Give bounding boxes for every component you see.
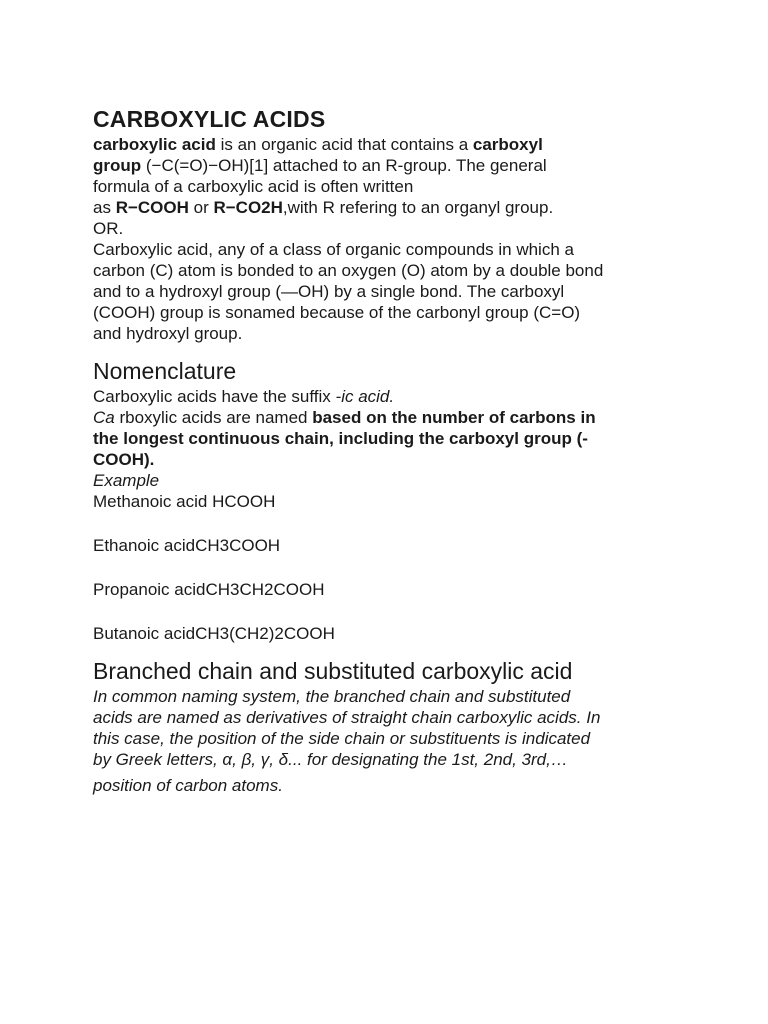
branched-line: by Greek letters, α, β, γ, δ... for designating the 1st, 2nd, 3rd,… bbox=[93, 750, 568, 769]
intro-line-4: as R−COOH or R−CO2H,with R refering to an organyl group. bbox=[93, 198, 554, 217]
spacer bbox=[93, 644, 693, 656]
page-title: CARBOXYLIC ACIDS bbox=[93, 106, 326, 132]
naming-rule-line: the longest continuous chain, including the carboxyl group (- bbox=[93, 429, 588, 448]
example-item: Butanoic acidCH3(CH2)2COOH bbox=[93, 624, 335, 643]
document-content bbox=[93, 104, 693, 796]
intro-line-2: group (−C(=O)−OH)[1] attached to an R-group. The general bbox=[93, 156, 547, 175]
spacer bbox=[93, 600, 693, 623]
definition-line: (COOH) group is sonamed because of the carbonyl group (C=O) bbox=[93, 303, 581, 322]
spacer bbox=[93, 344, 693, 356]
intro-line-1: carboxylic acid is an organic acid that contains a carboxyl bbox=[93, 135, 543, 154]
definition-line: and hydroxyl group. bbox=[93, 324, 243, 343]
branched-line: acids are named as derivatives of straight chain carboxylic acids. In bbox=[93, 708, 601, 727]
example-item: Propanoic acidCH3CH2COOH bbox=[93, 580, 325, 599]
nomenclature-section bbox=[93, 356, 693, 644]
spacer bbox=[93, 512, 693, 535]
branched-heading: Branched chain and substituted carboxylic acid bbox=[93, 658, 573, 684]
spacer bbox=[93, 556, 693, 579]
intro-line-3: formula of a carboxylic acid is often written bbox=[93, 177, 414, 196]
branched-section bbox=[93, 656, 693, 796]
suffix-line: Carboxylic acids have the suffix -ic acid. bbox=[93, 387, 395, 406]
branched-line: In common naming system, the branched chain and substituted bbox=[93, 687, 571, 706]
nomenclature-heading: Nomenclature bbox=[93, 358, 237, 384]
definition-line: carbon (C) atom is bonded to an oxygen (O) atom by a double bond bbox=[93, 261, 604, 280]
example-label: Example bbox=[93, 471, 160, 490]
intro-section bbox=[93, 134, 693, 344]
example-item: Methanoic acid HCOOH bbox=[93, 492, 276, 511]
definition-line: and to a hydroxyl group (—OH) by a single bond. The carboxyl bbox=[93, 282, 565, 301]
naming-rule-line: COOH). bbox=[93, 450, 155, 469]
definition-line: Carboxylic acid, any of a class of organic compounds in which a bbox=[93, 240, 574, 259]
branched-line: this case, the position of the side chain or substituents is indicated bbox=[93, 729, 591, 748]
or-line: OR. bbox=[93, 219, 124, 238]
example-item: Ethanoic acidCH3COOH bbox=[93, 536, 281, 555]
branched-line: position of carbon atoms. bbox=[93, 776, 283, 795]
naming-rule-line: Ca rboxylic acids are named based on the number of carbons in bbox=[93, 408, 596, 427]
